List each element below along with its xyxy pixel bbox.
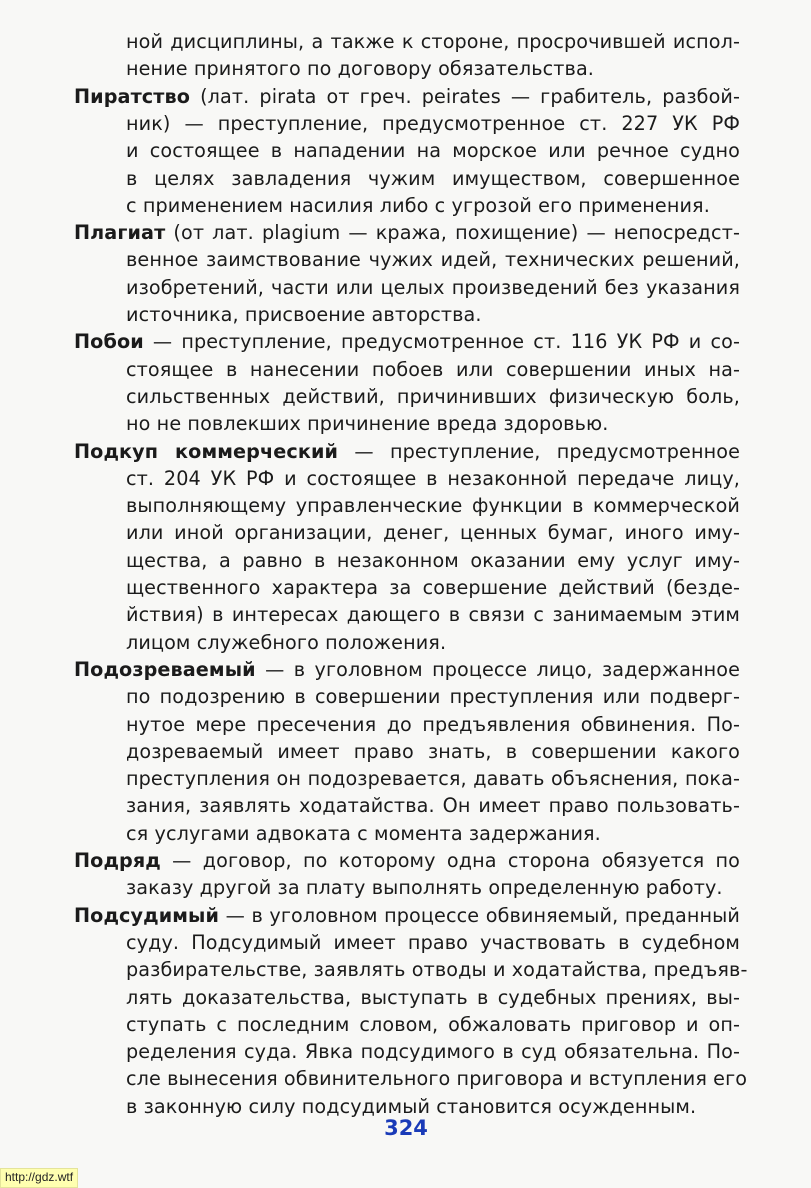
entry-line xyxy=(126,765,740,792)
entry-line xyxy=(126,929,740,956)
page-number: 324 xyxy=(384,1116,428,1140)
entry-line xyxy=(126,629,740,656)
entry-text: изобретений, части или целых произведений без указания xyxy=(126,275,740,299)
entry-line xyxy=(126,1011,740,1038)
entry-text: преступления он подозревается, давать объяснения, пока- xyxy=(126,767,740,791)
entry-text: (лат. pirata от греч. peirates — грабитель, разбой- xyxy=(190,84,740,108)
entry-text: нутое мере пресечения до предъявления обвинения. По- xyxy=(126,712,740,736)
entry-text: но не повлекших причинение вреда здоровью. xyxy=(126,412,609,436)
source-watermark: http://gdz.wtf xyxy=(0,1168,78,1188)
entry-line xyxy=(74,902,740,929)
entry-line xyxy=(126,519,740,546)
entry-text: щественного характера за совершение действий (безде- xyxy=(126,576,740,599)
entry-text: выполняющему управленческие функции в коммерческой xyxy=(126,494,740,518)
entry-term: Побои xyxy=(74,330,144,354)
entry-line xyxy=(126,1065,748,1092)
entry-text: ник) — преступление, предусмотренное ст. 227 УК РФ xyxy=(126,111,740,135)
entry-term: Подкуп коммерческий xyxy=(74,439,339,463)
entry-line xyxy=(126,1093,740,1120)
entry-line xyxy=(126,874,740,901)
entry-text: — договор, по которому одна сторона обязуется по xyxy=(160,849,740,872)
entry-line xyxy=(126,110,740,137)
entry-line xyxy=(126,165,740,192)
entry-text: — преступление, предусмотренное ст. 116 УК РФ и со- xyxy=(143,330,740,354)
entry-line xyxy=(126,683,740,710)
entry-text: по подозрению в совершении преступления или подверг- xyxy=(126,685,740,709)
entry-text: ступать с последним словом, обжаловать приговор и оп- xyxy=(126,1012,740,1036)
entry-line xyxy=(126,246,740,273)
entry-line xyxy=(126,820,740,847)
entry-line xyxy=(126,711,740,738)
entry-text: ределения суда. Явка подсудимого в суд обязательна. По- xyxy=(126,1040,740,1064)
entry-line xyxy=(126,465,740,492)
entry-text: дозреваемый имеет право знать, в совершении какого xyxy=(126,739,740,763)
entry-text: сле вынесения обвинительного приговора и вступления его xyxy=(126,1067,748,1091)
entry-text: — в уголовном процессе обвиняемый, преданный xyxy=(219,903,740,927)
entry-text: заказу другой за плату выполнять определенную работу. xyxy=(126,876,723,900)
entry-line xyxy=(126,301,740,328)
entry-text: источника, присвоение авторства. xyxy=(126,303,482,326)
entry-text: — преступление, предусмотренное xyxy=(338,439,740,463)
entry-text: ной дисциплины, а также к стороне, просрочившей испол- xyxy=(126,30,740,53)
entry-line xyxy=(126,574,740,601)
entry-text: разбирательстве, заявлять отводы и ходатайства, предъяв- xyxy=(126,958,748,982)
entry-text: сильственных действий, причинивших физическую боль, xyxy=(126,384,740,408)
entry-text: йствия) в интересах дающего в связи с занимаемым этим xyxy=(126,603,740,627)
entry-text: щества, а равно в незаконном оказании ему услуг иму- xyxy=(126,548,740,572)
entry-term: Подозреваемый xyxy=(74,657,256,681)
entry-term: Подсудимый xyxy=(74,903,220,927)
entry-text: — в уголовном процессе лицо, задержанное xyxy=(255,657,740,681)
entry-line xyxy=(126,547,740,574)
entry-text: нение принятого по договору обязательства. xyxy=(126,57,594,81)
entry-line xyxy=(126,956,748,983)
entry-line xyxy=(74,847,740,874)
entry-line xyxy=(126,492,740,519)
entry-line xyxy=(74,656,740,683)
entry-line xyxy=(126,1038,740,1065)
entry-line xyxy=(74,438,740,465)
entry-line xyxy=(126,984,740,1011)
entry-term: Пиратство xyxy=(74,84,191,108)
entry-line xyxy=(74,219,740,246)
entry-text: и состоящее в нападении на морское или речное судно xyxy=(126,139,740,163)
entry-line xyxy=(126,792,740,819)
entry-text: венное заимствование чужих идей, технических решений, xyxy=(126,248,740,272)
entry-line xyxy=(74,83,740,110)
entry-term: Подряд xyxy=(74,849,161,872)
entry-line xyxy=(126,28,740,55)
entry-line xyxy=(126,137,740,164)
entry-line xyxy=(74,328,740,355)
entry-text: ся услугами адвоката с момента задержания. xyxy=(126,821,601,845)
entry-line xyxy=(126,410,740,437)
entry-text: в целях завладения чужим имуществом, совершенное xyxy=(126,166,740,190)
entry-line xyxy=(126,383,740,410)
entry-text: с применением насилия либо с угрозой его применения. xyxy=(126,193,710,217)
entry-text: стоящее в нанесении побоев или совершении иных на- xyxy=(126,357,740,381)
entry-line xyxy=(126,274,740,301)
entry-line xyxy=(126,55,740,82)
entry-text: зания, заявлять ходатайства. Он имеет право пользовать- xyxy=(126,794,740,818)
entry-text: или иной организации, денег, ценных бумаг, иного иму- xyxy=(126,521,740,545)
entry-line xyxy=(126,738,740,765)
entry-line xyxy=(126,356,740,383)
entry-line xyxy=(126,192,740,219)
entry-text: лять доказательства, выступать в судебных прениях, вы- xyxy=(126,985,740,1009)
entry-term: Плагиат xyxy=(74,221,166,245)
entry-line xyxy=(126,601,740,628)
entry-text: ст. 204 УК РФ и состоящее в незаконной передаче лицу, xyxy=(126,466,740,490)
entry-text: суду. Подсудимый имеет право участвовать в судебном xyxy=(126,930,740,954)
entry-text: лицом служебного положения. xyxy=(126,630,447,654)
entry-text: в законную силу подсудимый становится осужденным. xyxy=(126,1094,697,1118)
entry-text: (от лат. plagium — кража, похищение) — непосредст- xyxy=(165,221,740,245)
